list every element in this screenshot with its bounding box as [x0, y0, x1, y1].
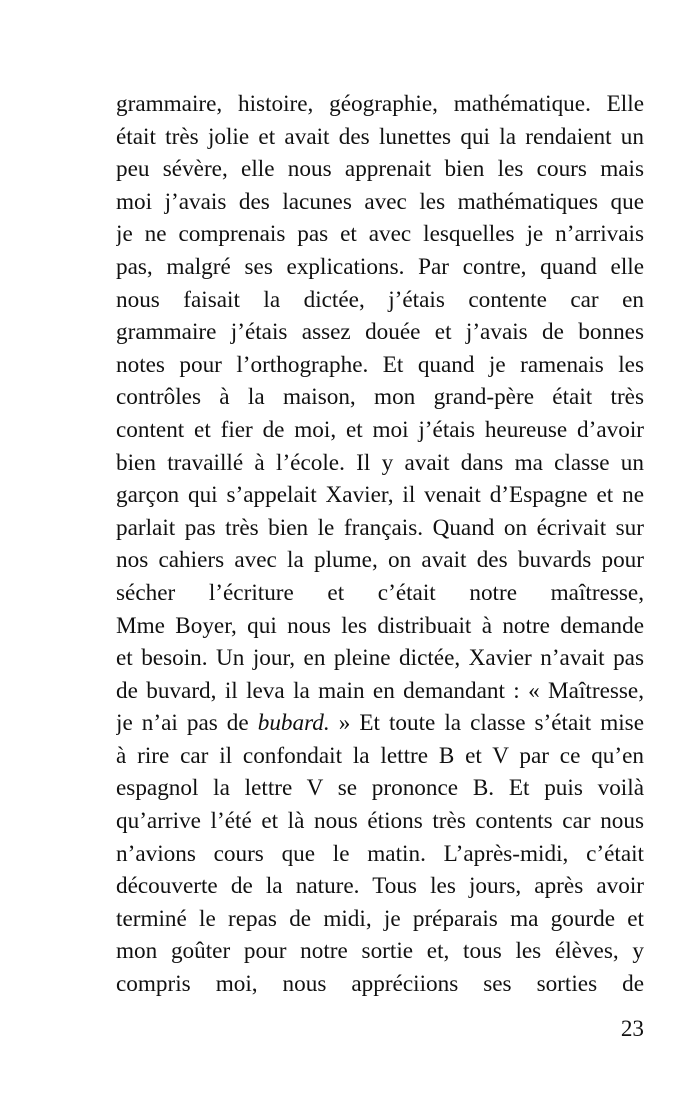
text-line: sécher l’écriture et c’était notre maîtresse, — [116, 579, 644, 606]
text-line: parlait pas très bien le français. Quand on écrivait sur — [116, 514, 644, 541]
italic-word: bubard. — [257, 710, 330, 737]
text-line: nos cahiers avec la plume, on avait des buvards pour — [116, 547, 644, 574]
text-line: notes pour l’orthographe. Et quand je ramenais les — [116, 351, 644, 378]
text-line: contrôles à la maison, mon grand-père était très — [116, 384, 644, 411]
text-line: peu sévère, elle nous apprenait bien les cours mais — [116, 156, 644, 183]
text-line: terminé le repas de midi, je préparais ma gourde et — [116, 905, 644, 932]
text-line: mon goûter pour notre sortie et, tous les élèves, y — [116, 938, 644, 965]
text-line-with-italic — [116, 707, 644, 740]
text-line: grammaire, histoire, géographie, mathématique. Elle — [116, 91, 644, 117]
text-line: compris moi, nous appréciions ses sorties de — [116, 971, 644, 998]
text-line: à rire car il confondait la lettre B et V par ce qu’en — [116, 742, 644, 769]
text-line: et besoin. Un jour, en pleine dictée, Xavier n’avait pas — [116, 645, 644, 672]
text-line: je ne comprenais pas et avec lesquelles je n’arrivais — [116, 221, 644, 248]
text-line: de buvard, il leva la main en demandant : « Maîtresse, — [116, 677, 644, 704]
text-line: bien travaillé à l’école. Il y avait dans ma classe un — [116, 449, 644, 476]
text-line: découverte de la nature. Tous les jours, après avoir — [116, 873, 644, 900]
text-line: content et fier de moi, et moi j’étais heureuse d’avoir — [116, 416, 644, 443]
text-line: nous faisait la dictée, j’étais contente car en — [116, 286, 644, 313]
text-line: pas, malgré ses explications. Par contre, quand elle — [116, 253, 644, 280]
text-line: qu’arrive l’été et là nous étions très contents car nous — [116, 808, 644, 835]
body-text — [116, 88, 644, 1001]
text-line: garçon qui s’appelait Xavier, il venait d’Espagne et ne — [116, 482, 644, 509]
text-line: n’avions cours que le matin. L’après-midi, c’était — [116, 840, 644, 867]
line-segment: » Et toute la classe s’était mise — [329, 710, 644, 737]
text-line: espagnol la lettre V se prononce B. Et puis voilà — [116, 775, 644, 802]
text-line: moi j’avais des lacunes avec les mathématiques que — [116, 188, 644, 215]
text-line: Mme Boyer, qui nous les distribuait à notre demande — [116, 612, 644, 639]
line-segment: je n’ai pas de — [116, 710, 258, 737]
text-line: était très jolie et avait des lunettes qui la rendaient un — [116, 123, 644, 150]
page-number: 23 — [620, 1016, 644, 1042]
text-line: grammaire j’étais assez douée et j’avais de bonnes — [116, 319, 644, 346]
